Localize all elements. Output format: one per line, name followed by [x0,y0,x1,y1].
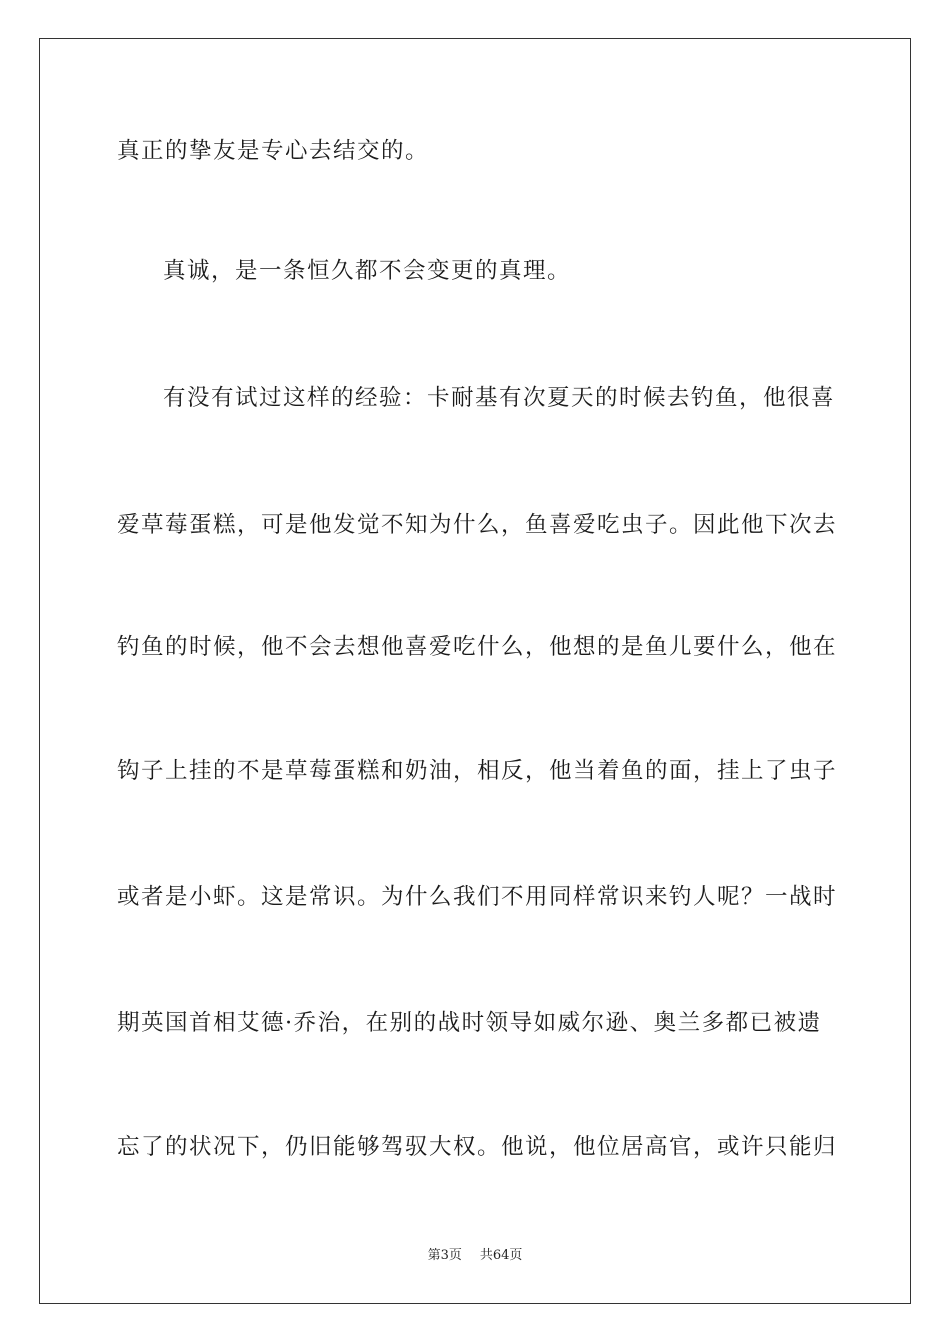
page-number: 第3页 [427,1248,462,1263]
page-border [39,38,911,1304]
paragraph-line: 或者是小虾。这是常识。为什么我们不用同样常识来钓人呢？一战时 [117,884,838,910]
paragraph-line: 真正的挚友是专心去结交的。 [117,138,430,164]
total-pages: 共64页 [479,1248,523,1263]
paragraph-line: 有没有试过这样的经验：卡耐基有次夏天的时候去钓鱼，他很喜 [163,385,836,411]
paragraph-line: 真诚，是一条恒久都不会变更的真理。 [163,258,572,284]
paragraph-line: 钓鱼的时候，他不会去想他喜爱吃什么，他想的是鱼儿要什么，他在 [117,634,838,660]
page-footer [0,1247,950,1265]
paragraph-line: 钩子上挂的不是草莓蛋糕和奶油，相反，他当着鱼的面，挂上了虫子 [117,758,838,784]
paragraph-line: 爱草莓蛋糕，可是他发觉不知为什么，鱼喜爱吃虫子。因此他下次去 [117,512,838,538]
paragraph-line: 忘了的状况下，仍旧能够驾驭大权。他说，他位居高官，或许只能归 [117,1134,838,1160]
paragraph-line: 期英国首相艾德·乔治，在别的战时领导如威尔逊、奥兰多都已被遗 [117,1010,822,1036]
